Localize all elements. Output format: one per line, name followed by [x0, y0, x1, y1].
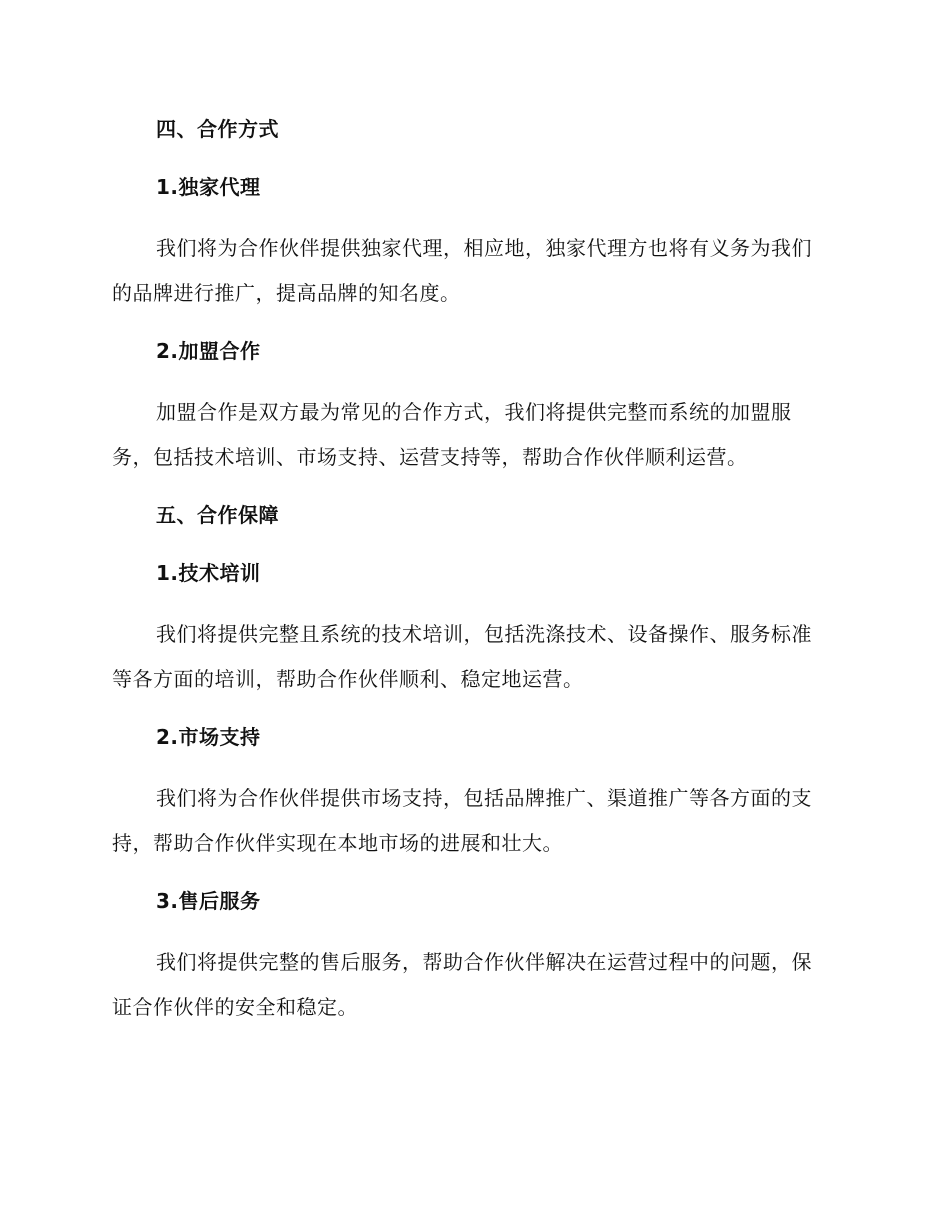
- section-heading-cooperation-guarantee: 五、合作保障: [156, 503, 279, 527]
- subheading-technical-training: 1.技术培训: [156, 561, 261, 585]
- paragraph-market-support: 我们将为合作伙伴提供市场支持，包括品牌推广、渠道推广等各方面的支持，帮助合作伙伴实现在本地市场的进展和壮大。: [112, 786, 812, 855]
- subheading-franchise: 2.加盟合作: [156, 339, 261, 363]
- paragraph-exclusive-agency: 我们将为合作伙伴提供独家代理，相应地，独家代理方也将有义务为我们的品牌进行推广，提高品牌的知名度。: [112, 236, 812, 305]
- document-body: [112, 110, 832, 1046]
- paragraph-technical-training: 我们将提供完整且系统的技术培训，包括洗涤技术、设备操作、服务标准等各方面的培训，帮助合作伙伴顺利、稳定地运营。: [112, 622, 812, 691]
- paragraph-after-sales-service: 我们将提供完整的售后服务，帮助合作伙伴解决在运营过程中的问题，保证合作伙伴的安全和稳定。: [112, 950, 812, 1019]
- subheading-market-support: 2.市场支持: [156, 725, 261, 749]
- section-heading-cooperation-methods: 四、合作方式: [156, 117, 279, 141]
- paragraph-franchise: 加盟合作是双方最为常见的合作方式，我们将提供完整而系统的加盟服务，包括技术培训、市场支持、运营支持等，帮助合作伙伴顺利运营。: [112, 400, 792, 469]
- subheading-exclusive-agency: 1.独家代理: [156, 175, 261, 199]
- subheading-after-sales-service: 3.售后服务: [156, 889, 261, 913]
